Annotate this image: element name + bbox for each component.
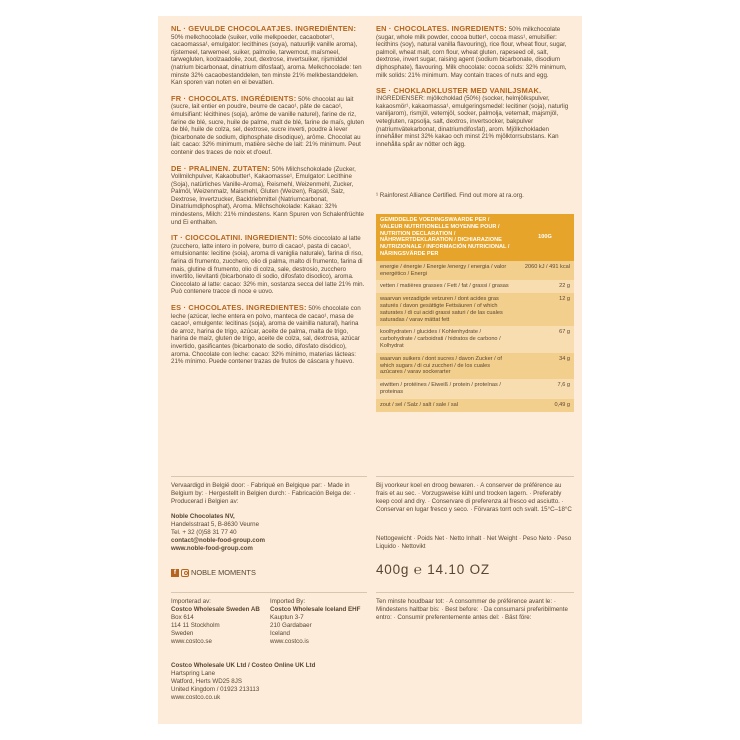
nutrition-row [376, 379, 574, 399]
importer-line: www.costco.co.uk [171, 694, 221, 701]
rainforest-note: ¹ Rainforest Alliance Certified. Find out more at ra.org. [376, 192, 524, 199]
importer-name: Costco Wholesale Sweden AB [171, 606, 260, 613]
ingredients-heading: SE · CHOKLADKLUSTER MED VANILJSMAK. [376, 86, 542, 96]
nutrition-label: waarvan suikers / dont sucres / davon Zucker / of which sugars / di cui zuccheri / de los cuales azúcares / varav sockerarter [376, 353, 516, 379]
net-weight: 400g ℮ 14.10 OZ [376, 562, 490, 577]
nutrition-per: 100G [516, 214, 574, 261]
importer-iceland [270, 598, 366, 646]
nutrition-table [376, 214, 574, 412]
ingredients-heading: EN · CHOCOLATES. INGREDIENTS: [376, 24, 507, 33]
ingredients-text: 50% melkchocolade (suiker, volle melkpoeder, cacaoboter¹, cacaomassa¹, emulgator: lecithines (soya), natuurlijk vanille aroma), rijstemeel, tarwemeel, suiker, palmolie, tarwemout, maïsmeel, tarwegluten, koolzaadolie, zout, dextrose, invertsuiker, rijsmiddel (natrium bicarbonaat, dinatrium difosfaat), aroma. Melkchocolade: ten minste 32% cacaobestanddelen, ten minste 21% melkbestanddelen. Kan sporen van noten en ei bevatten. [171, 33, 362, 87]
ingredients-en [376, 24, 574, 79]
importer-line: Watford, Herts WD25 8JS [171, 678, 242, 685]
nutrition-value: 0,49 g [516, 399, 574, 412]
brand-name: NOBLE MOMENTS [191, 568, 256, 577]
ingredients-text: INGREDIENSER: mjölkchoklad (50%) (socker, helmjölkspulver, kakaosmör¹, kakaomassa¹, emulgeringsmedel: lecitiner (soja), naturlig vaniljarom), rismjöl, vetemjöl, socker, palmolja, vetemalt, majsmjöl, vetegluten, rapsolja, salt, dextros, invertsocker, bakpulver (natriumvätekarbonat, dinatriumdifosfat), arom. Mjölkchokladen innehåller minst 32% kakao och minst 21% mjölktorrsubstans. Kan innehålla spår av nötter och ägg. [376, 95, 569, 148]
manufacturer-name: Noble Chocolates NV, [171, 513, 235, 520]
ingredients-heading: DE · PRALINEN. ZUTATEN: [171, 163, 271, 173]
instagram-icon [181, 569, 189, 577]
ingredients-heading: NL · GEVULDE CHOCOLAATJES. INGREDIËNTEN: [171, 24, 357, 33]
importer-sweden [171, 598, 267, 646]
nutrition-row [376, 353, 574, 379]
ingredients-se [376, 86, 574, 148]
importer-line: www.costco.se [171, 638, 212, 645]
storage-temperature: 15°C–18°C [540, 506, 572, 513]
ingredients-text: 50% Milchschokolade (Zucker, Vollmilchpulver, Kakaobutter¹, Kakaomasse¹, Emulgator: Lecithine (Soja), natürliches Vanille-Aroma), Reismehl, Weizenmehl, Zucker, Palmöl, Weizenmalz, Maismehl, Gluten (Weizen), Rapsöl, Salz, Dextrose, Invertzucker, Backtriebmittel (Natriumcarbonat, Dinatriumdiphosphat), Aroma. Milchschokolade: Kakao: 32% mindestens, Milch: 21% mindestens. Kann Spuren von Schalenfrüchte und Ei enthalten. [171, 165, 364, 226]
manufacturer-tel: Tel. + 32 (0)58 31 77 40 [171, 529, 237, 536]
importer-title: Imported By: [270, 598, 306, 605]
nutrition-label: eiwitten / protéines / Eiweiß / protein / proteínas / proteinas [376, 379, 516, 399]
importer-uk [171, 662, 367, 702]
nutrition-label: vetten / matières grasses / Fett / fat / grassi / grasas [376, 280, 516, 293]
net-weight-label [376, 535, 572, 551]
facebook-icon: f [171, 569, 179, 577]
social-links [171, 568, 256, 577]
nutrition-row [376, 326, 574, 352]
best-before-text: Ten minste houdbaar tot: · A consommer de préférence avant le: · Mindestens haltbar bis: · Best before: · Da consumarsi preferibilmente entro: · Consumir preferentemente antes del: · Bäst före: [376, 598, 568, 621]
nutrition-value: 22 g [516, 280, 574, 293]
ingredients-heading: FR · CHOCOLATS. INGRÉDIENTS: [171, 93, 297, 103]
importer-line: Sweden [171, 630, 194, 637]
nutrition-row [376, 280, 574, 293]
ingredients-text: 50% chocolate con leche (azúcar, leche entera en polvo, manteca de cacao¹, masa de cacao¹, emulgente: lecitinas (soja), aroma de vainilla natural), harina de arroz, harina de trigo, azúcar, aceite de palma, malta de trigo, harina de maíz, gluten de trigo, aceite de colza, sal, dextrosa, azúcar invertido, gasificantes (bicarbonato de sodio, difosfato disódico), aroma. Chocolate con leche: cacao: 32% mínimo, materias lácteas: 21% mínimo. Puede contener trazas de frutos de cáscara y huevo. [171, 305, 361, 366]
ingredients-fr [171, 94, 367, 157]
ingredients-text: 50% milkchocolate (sugar, whole milk powder, cocoa butter¹, cocoa mass¹, emulsifier: lecithins (soy), natural vanilla flavouring), rice flour, wheat flour, sugar, palmoil, wheat malt, corn flour, wheat gluten, rapeseed oil, salt, dextrose, invert sugar, raising agent (sodium bicarbonate, disodium diphosphate), flavouring. Milk chocolate: cocoa solids: 32% minimum, milk solids: 21% minimum. May contain traces of nuts and egg. [376, 26, 567, 79]
manufacturer-email: contact@noble-food-group.com [171, 537, 266, 544]
nutrition-value: 67 g [516, 326, 574, 352]
storage-block [376, 482, 572, 514]
divider [376, 476, 574, 477]
nutrition-header: GEMIDDELDE VOEDINGSWAARDE PER / VALEUR NUTRITIONELLE MOYENNE POUR / NUTRITION DECLARATION / NÄHRWERTDEKLARATION / DICHIARAZIONE NUTRIZIONALE / INFORMACIÓN NUTRICIONAL / NÄRINGSVÄRDE PER [376, 214, 516, 261]
nutrition-row [376, 293, 574, 326]
importer-line: Box 614 [171, 614, 194, 621]
ingredients-text: 50% cioccolato al latte (zucchero, latte intero in polvere, burro di cacao¹, pasta di cacao¹, emulsionante: lecitine (soia), aroma di vaniglia naturale), farina di riso, farina di frumento, zucchero, olio di palma, malto di frumento, farina di mais, glutine di frumento, olio di colza, sale, destrosio, zucchero invertito, lievitanti (bicarbonato di sodio, difosfato disodico), aroma. Cioccolato al latte: cacao: 32% min, sostanza secca del latte 21% min. Può contenere tracce di noce e uovo. [171, 235, 365, 296]
nutrition-label: energie / énergie / Energie /energy / energia / valor energético / Energi [376, 261, 516, 281]
net-weight-label-text: Nettogewicht · Poids Net · Netto Inhalt · Net Weight · Peso Neto · Peso Liquido · Nettovikt [376, 535, 572, 550]
divider [171, 476, 367, 477]
importer-line: 114 11 Stockholm [171, 622, 220, 629]
importer-name: Costco Wholesale UK Ltd / Costco Online UK Ltd [171, 662, 316, 669]
storage-text: Bij voorkeur koel en droog bewaren. · A conserver de préférence au frais et au sec. · Vorzugsweise kühl und trocken lagern. · Preferably keep cool and dry. · Conservare di preferenza al fresco ed asciutto. · Conservar en lugar fresco y seco. · Förvaras torrt och svalt. [376, 482, 564, 513]
nutrition-label: waarvan verzadigde vetzuren / dont acides gras saturés / davon gesättigte Fettsäuren / of which saturates / di cui acidi grassi saturi / de las cuales saturadas / varav mättat fett [376, 293, 516, 326]
ingredients-left-column [171, 24, 367, 373]
ingredients-heading: IT · CIOCCOLATINI. INGREDIENTI: [171, 233, 298, 243]
nutrition-label: koolhydraten / glucides / Kohlenhydrate / carbohydrate / carboidrati / hidratos de carbono / Kolhydrat [376, 326, 516, 352]
nutrition-row [376, 261, 574, 281]
ingredients-de [171, 164, 367, 227]
ingredients-text: 50% chocolat au lait (sucre, lait entier en poudre, beurre de cacao¹, pâte de cacao¹, émulsifiant: lécithines (soja), arôme de vanille naturel), farine de riz, farine de blé, sucre, huile de palme, malt de blé, farine de maïs, gluten de blé, huile de colza, sel, dextrose, sucre inverti, poudre à lever (bicarbonate de sodium, diphosphate disodique), arôme. Chocolat au lait: cacao: 32% minimum, matière sèche de lait: 21% minimum. Peut contenir des traces de noix et d'oeuf. [171, 95, 364, 156]
divider [171, 592, 367, 593]
importer-name: Costco Wholesale Iceland EHF [270, 606, 361, 613]
ingredients-right-column [376, 24, 574, 155]
nutrition-header-row [376, 214, 574, 261]
nutrition-value: 34 g [516, 353, 574, 379]
importer-line: United Kingdom / 01923 213113 [171, 686, 260, 693]
made-in-text: Vervaardigd in België door: · Fabriqué en Belgique par: · Made in Belgium by: · Hergestellt in Belgien durch: · Fabricación Belga de: · Producerad i Belgien av: [171, 482, 356, 505]
manufacturer-block [171, 482, 361, 553]
divider [376, 592, 574, 593]
importer-line: Hartspring Lane [171, 670, 216, 677]
importer-line: Kauptun 3-7 [270, 614, 304, 621]
nutrition-label: zout / sel / Salz / salt / sale / sal [376, 399, 516, 412]
importer-line: 210 Gardabaer [270, 622, 312, 629]
nutrition-value: 7,6 g [516, 379, 574, 399]
manufacturer-web: www.noble-food-group.com [171, 545, 253, 552]
ingredients-it [171, 233, 367, 296]
ingredients-es [171, 303, 367, 366]
importer-title: Importerad av: [171, 598, 211, 605]
ingredients-heading: ES · CHOCOLATES. INGREDIENTES: [171, 303, 307, 312]
best-before [376, 598, 572, 622]
manufacturer-address: Handelsstraat 5, B-8630 Veurne [171, 521, 260, 528]
nutrition-value: 12 g [516, 293, 574, 326]
nutrition-row [376, 399, 574, 412]
ingredients-nl [171, 24, 367, 87]
importer-line: www.costco.is [270, 638, 309, 645]
nutrition-value: 2060 kJ / 491 kcal [516, 261, 574, 281]
importer-line: Iceland [270, 630, 290, 637]
